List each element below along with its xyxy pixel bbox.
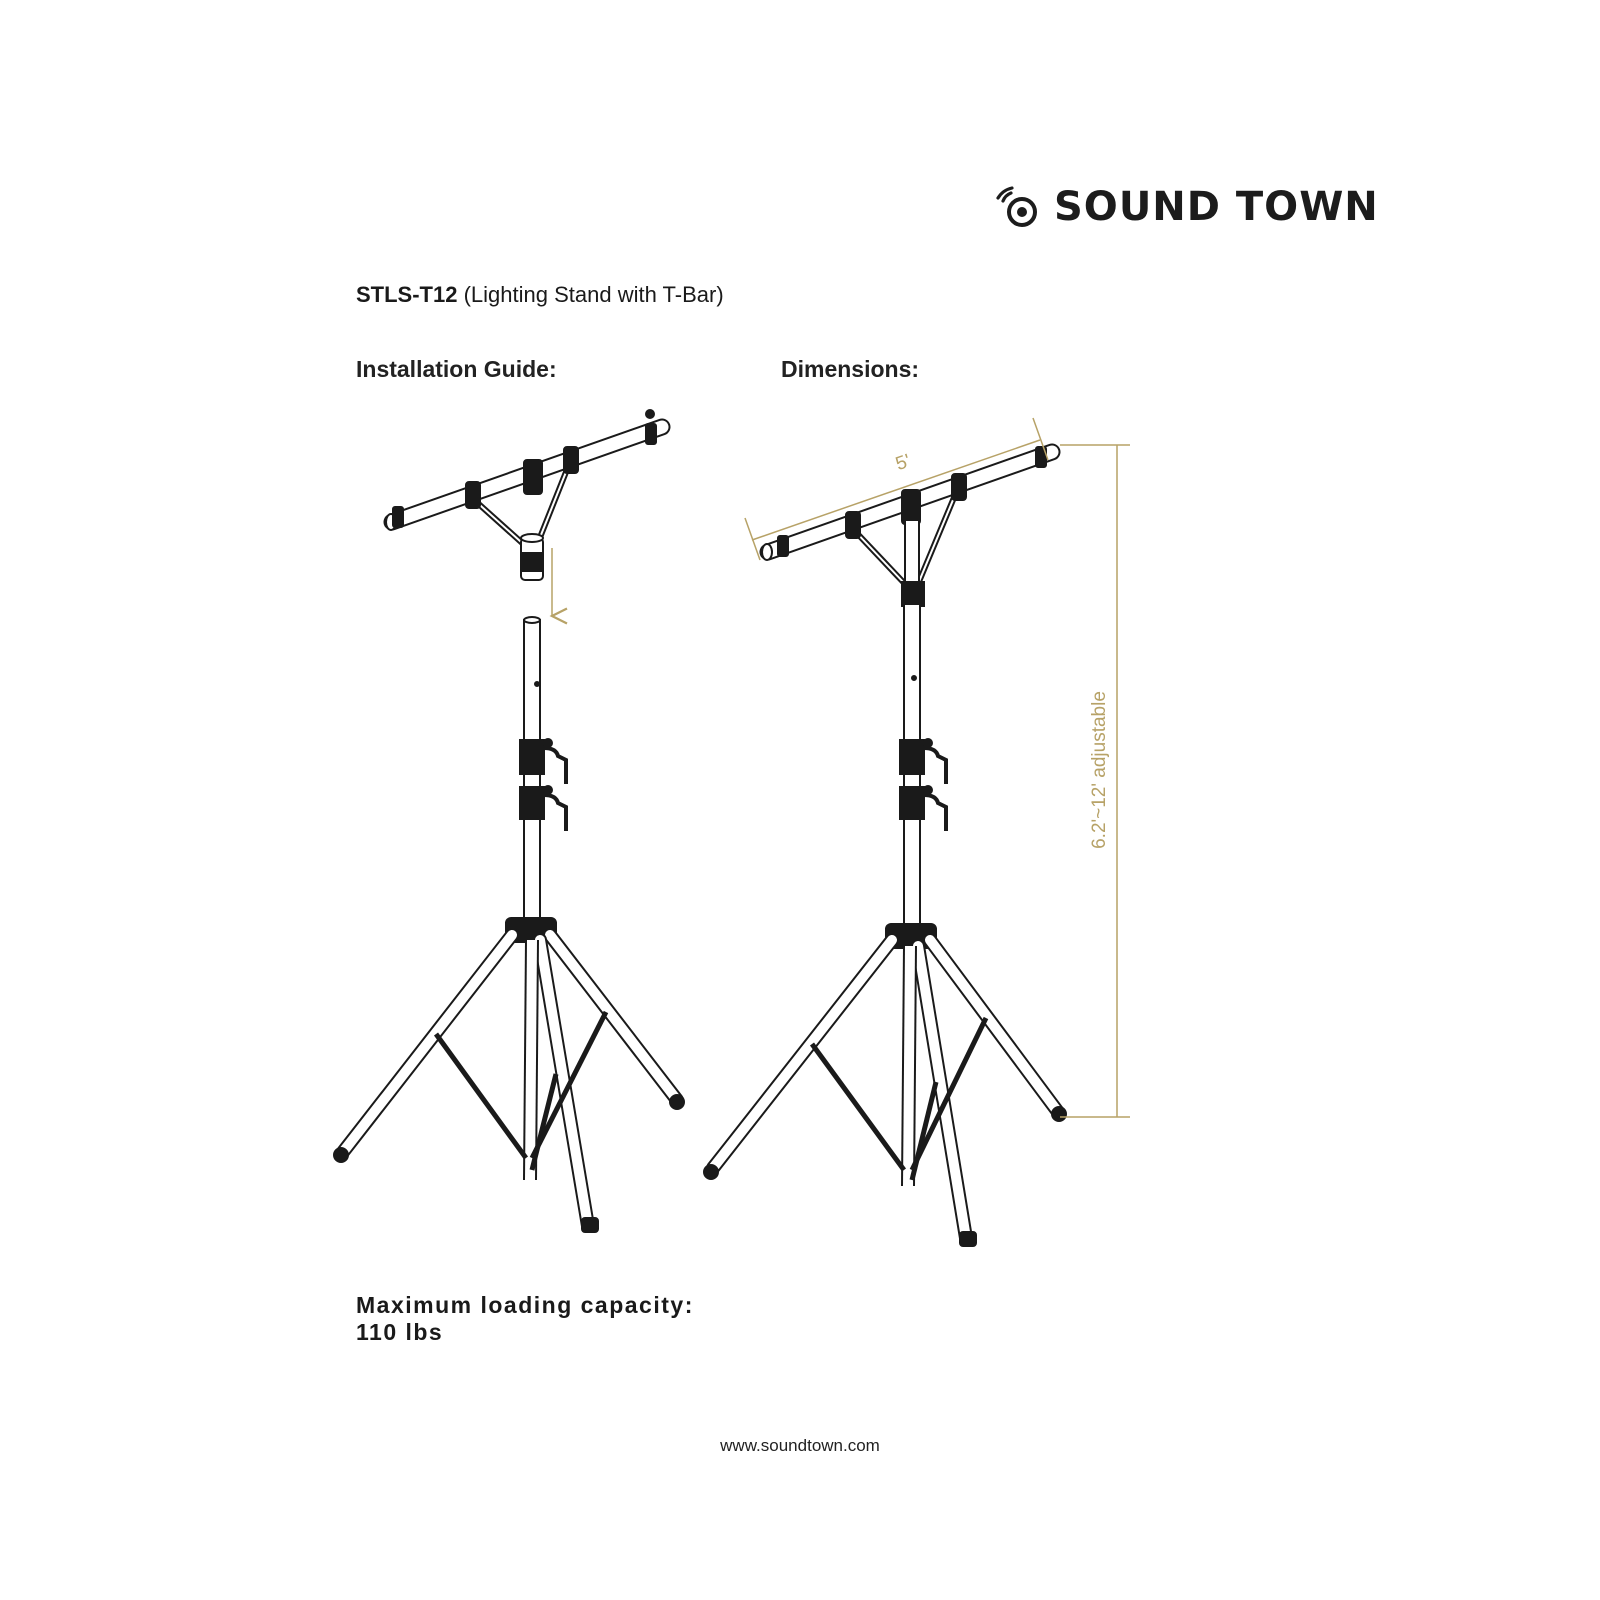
stand-assembled (704, 447, 1066, 1246)
model-description: (Lighting Stand with T-Bar) (463, 282, 724, 307)
dimensions-title: Dimensions: (781, 356, 920, 382)
model-code: STLS-T12 (356, 282, 458, 307)
brand-name: SOUND TOWN (1054, 184, 1379, 230)
tbar-detached (386, 410, 662, 580)
load-capacity (356, 1292, 694, 1346)
stand-base-detached (334, 617, 684, 1232)
installation-guide-title: Installation Guide: (356, 356, 557, 382)
width-dimension-label: 5' (893, 450, 914, 476)
capacity-value: 110 lbs (356, 1319, 444, 1345)
height-dimension-label: 6.2'~12' adjustable (1089, 691, 1110, 849)
dimension-lines (745, 418, 1130, 1117)
website-link[interactable]: www.soundtown.com (720, 1436, 880, 1455)
capacity-label: Maximum loading capacity: (356, 1292, 694, 1318)
